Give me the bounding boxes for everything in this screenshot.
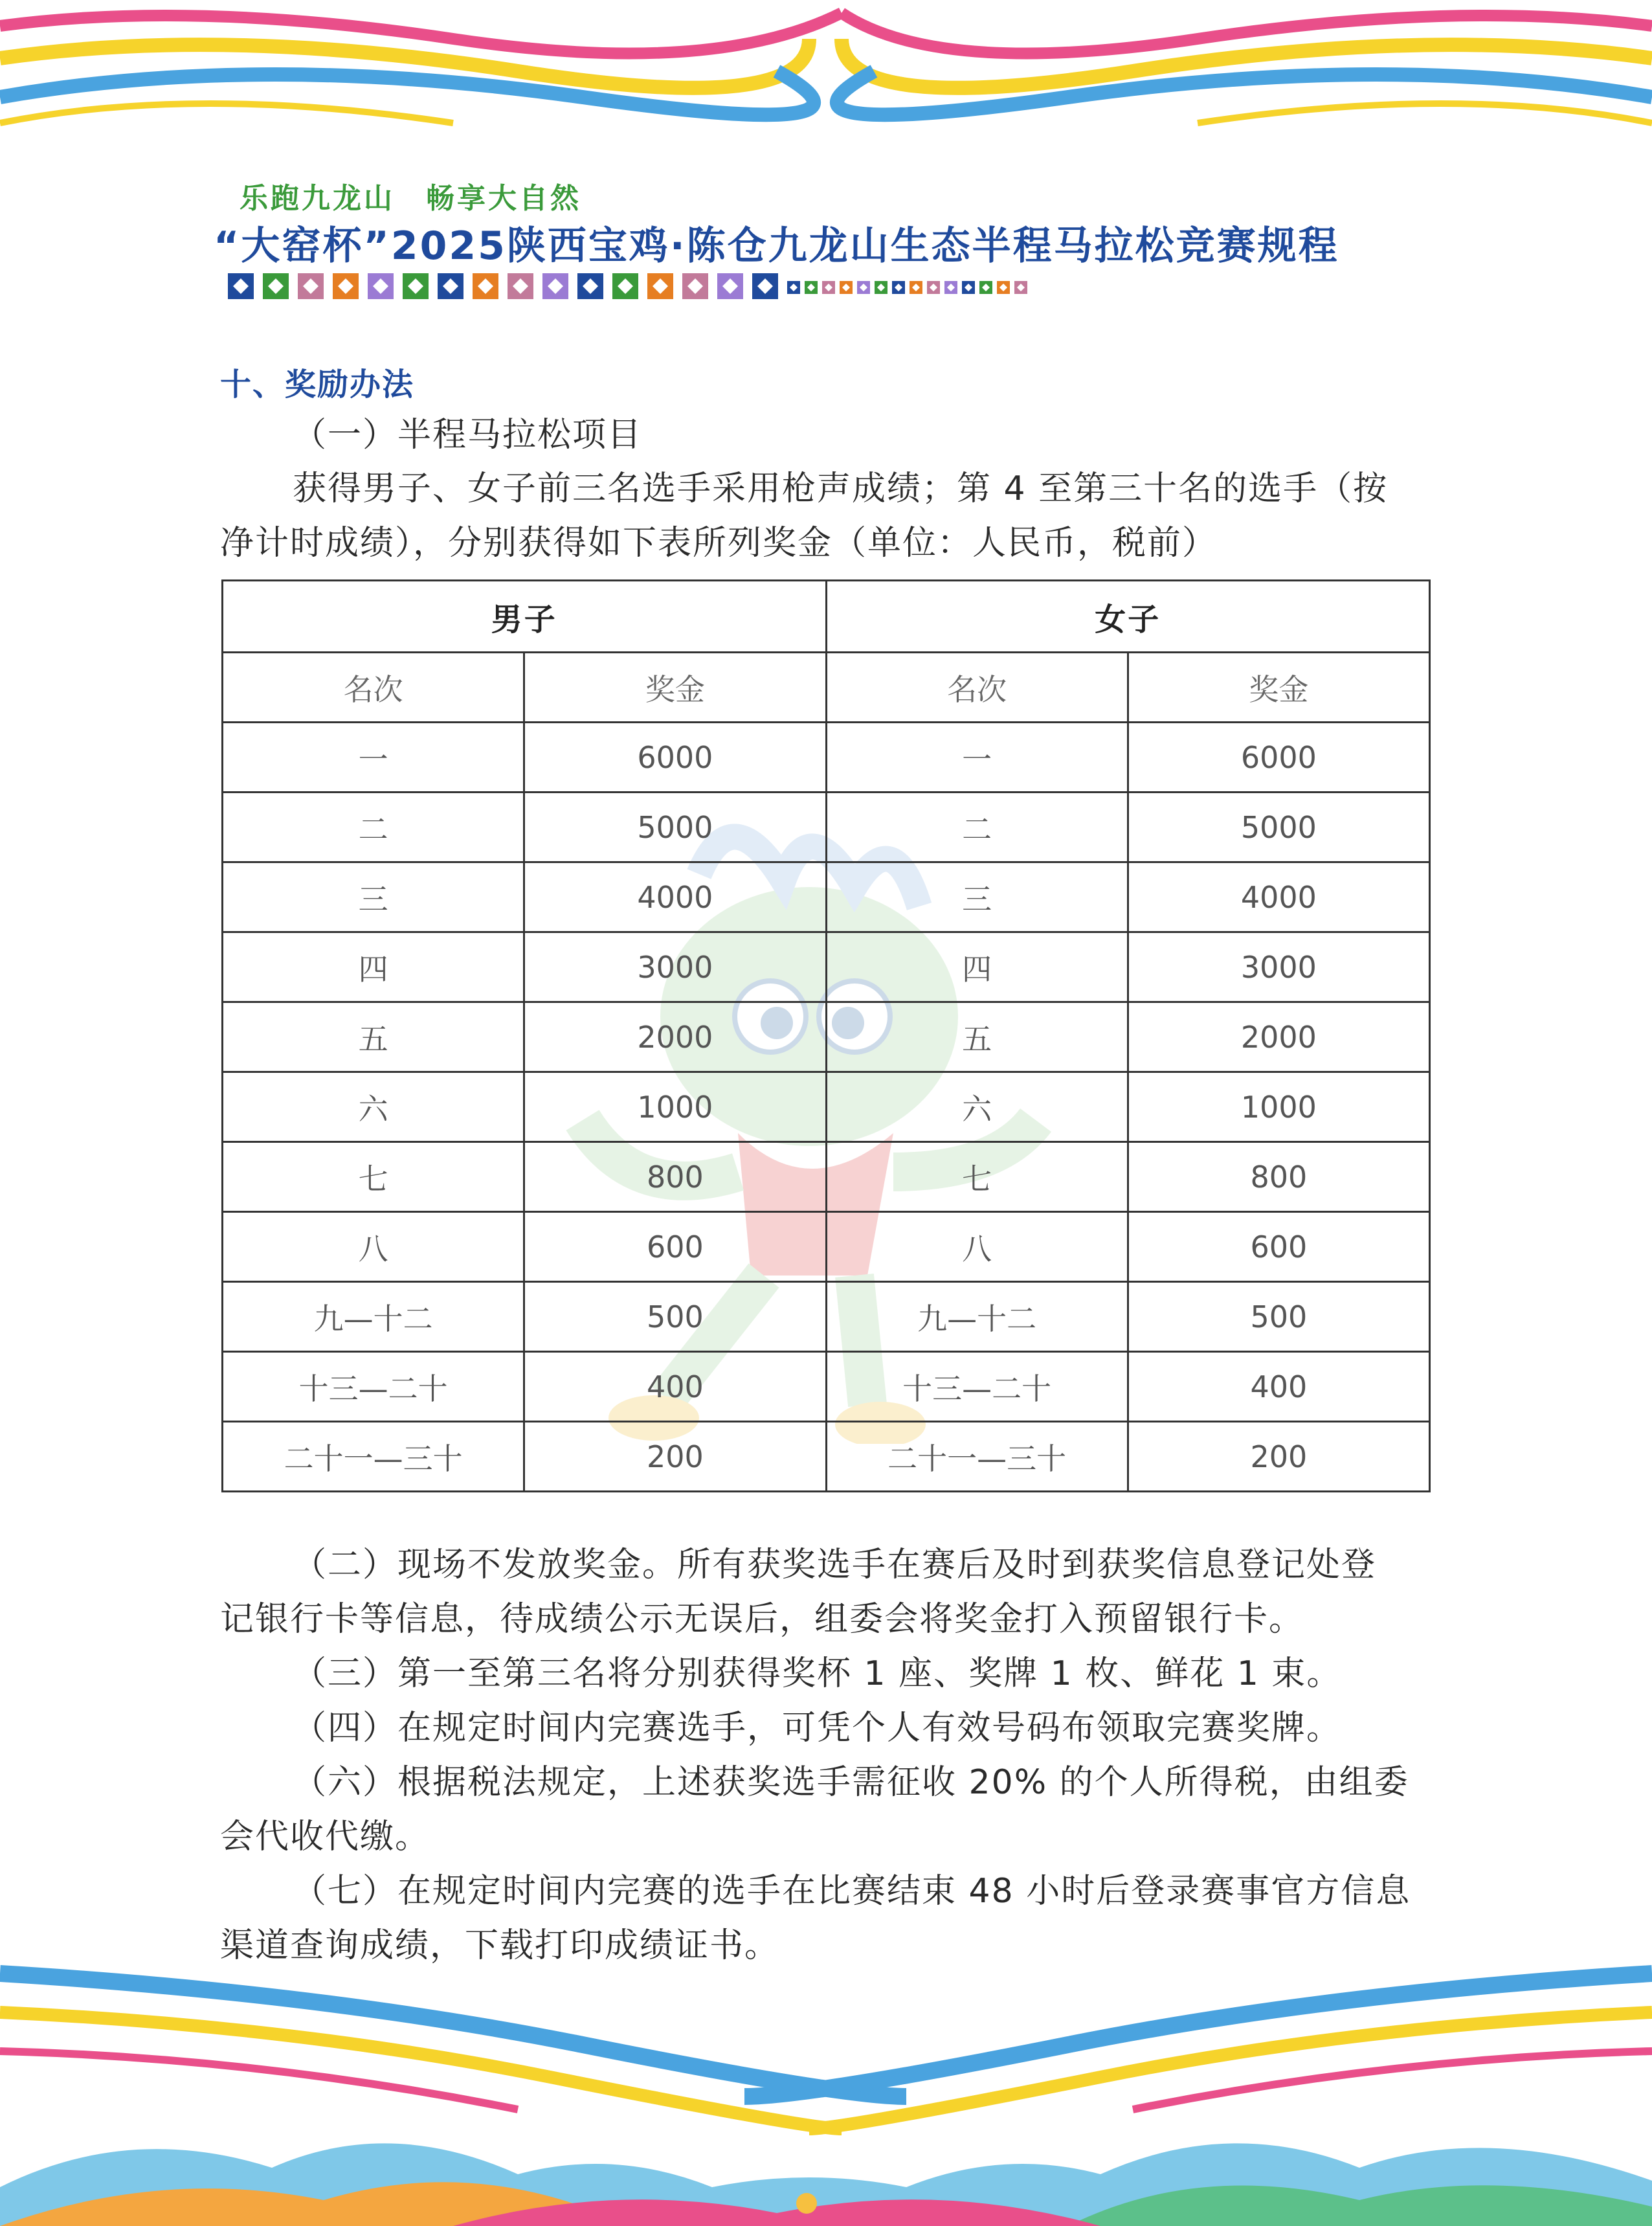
pattern-tile-small (857, 281, 870, 294)
women-prize-cell: 800 (1128, 1142, 1429, 1212)
table-group-header-row (223, 581, 1430, 653)
section-heading: 十、奖励办法 (220, 366, 415, 403)
men-rank-cell: 六 (223, 1072, 524, 1142)
slogan: 乐跑九龙山 畅享大自然 (240, 182, 581, 215)
table-row (223, 1282, 1430, 1352)
women-rank-cell: 二十一—三十 (826, 1422, 1128, 1492)
men-prize-cell: 6000 (524, 723, 826, 793)
pattern-tile (368, 273, 394, 299)
notes-block (220, 1538, 1431, 1973)
men-rank-cell: 二十一—三十 (223, 1422, 524, 1492)
note-3: （三）第一至第三名将分别获得奖杯 1 座、奖牌 1 枚、鲜花 1 束。 (293, 1654, 1342, 1693)
pattern-tile-small (1014, 281, 1027, 294)
pattern-tile-small (910, 281, 922, 294)
women-prize-header: 奖金 (1128, 653, 1429, 723)
note-7-line-2: 渠道查询成绩，下载打印成绩证书。 (220, 1926, 780, 1965)
women-rank-cell: 九—十二 (826, 1282, 1128, 1352)
table-row (223, 1212, 1430, 1282)
women-rank-cell: 五 (826, 1002, 1128, 1072)
women-rank-cell: 四 (826, 932, 1128, 1002)
women-prize-cell: 4000 (1128, 862, 1429, 932)
pattern-tile (228, 273, 254, 299)
intro-paragraph (220, 462, 1431, 570)
pattern-tile (717, 273, 743, 299)
pattern-tile-small (892, 281, 905, 294)
note-6-line-2: 会代收代缴。 (220, 1817, 430, 1856)
pattern-tile-small (840, 281, 853, 294)
men-rank-cell: 五 (223, 1002, 524, 1072)
pattern-tile (508, 273, 533, 299)
note-2-line-1: （二）现场不发放奖金。所有获奖选手在赛后及时到获奖信息登记处登 (293, 1546, 1377, 1584)
women-prize-cell: 6000 (1128, 723, 1429, 793)
bottom-ribbon-mountain-decoration (0, 1954, 1652, 2226)
men-rank-cell: 一 (223, 723, 524, 793)
men-prize-cell: 400 (524, 1352, 826, 1422)
men-prize-cell: 800 (524, 1142, 826, 1212)
men-prize-cell: 3000 (524, 932, 826, 1002)
note-4: （四）在规定时间内完赛选手，可凭个人有效号码布领取完赛奖牌。 (293, 1709, 1342, 1748)
pattern-tile-small (962, 281, 975, 294)
women-prize-cell: 400 (1128, 1352, 1429, 1422)
men-rank-cell: 三 (223, 862, 524, 932)
pattern-tile (752, 273, 778, 299)
women-rank-cell: 八 (826, 1212, 1128, 1282)
pattern-tile (682, 273, 708, 299)
pattern-tile (612, 273, 638, 299)
table-row (223, 723, 1430, 793)
women-prize-cell: 5000 (1128, 793, 1429, 862)
table-row (223, 1352, 1430, 1422)
pattern-tile-small (822, 281, 835, 294)
women-prize-cell: 500 (1128, 1282, 1429, 1352)
pattern-tile (298, 273, 324, 299)
subsection-title: （一）半程马拉松项目 (293, 416, 643, 455)
men-prize-cell: 1000 (524, 1072, 826, 1142)
women-prize-cell: 200 (1128, 1422, 1429, 1492)
intro-line-1: 获得男子、女子前三名选手采用枪声成绩；第 4 至第三十名的选手（按 (293, 469, 1389, 508)
women-rank-header: 名次 (826, 653, 1128, 723)
women-prize-cell: 600 (1128, 1212, 1429, 1282)
men-prize-cell: 4000 (524, 862, 826, 932)
men-prize-cell: 5000 (524, 793, 826, 862)
pattern-tile (647, 273, 673, 299)
pattern-tile-small (979, 281, 992, 294)
women-rank-cell: 二 (826, 793, 1128, 862)
women-rank-cell: 六 (826, 1072, 1128, 1142)
pattern-tile-small (787, 281, 800, 294)
women-prize-cell: 2000 (1128, 1002, 1429, 1072)
men-rank-header: 名次 (223, 653, 524, 723)
table-row (223, 862, 1430, 932)
note-6-line-1: （六）根据税法规定，上述获奖选手需征收 20% 的个人所得税，由组委 (293, 1763, 1409, 1802)
pattern-tile (438, 273, 463, 299)
table-row (223, 932, 1430, 1002)
women-group-header: 女子 (826, 581, 1430, 653)
prize-table (221, 579, 1431, 1492)
men-rank-cell: 八 (223, 1212, 524, 1282)
document-title: “大窑杯”2025陕西宝鸡·陈仓九龙山生态半程马拉松竞赛规程 (214, 223, 1339, 269)
pattern-tile-small (944, 281, 957, 294)
men-prize-cell: 600 (524, 1212, 826, 1282)
men-prize-cell: 500 (524, 1282, 826, 1352)
women-rank-cell: 十三—二十 (826, 1352, 1128, 1422)
intro-line-2: 净计时成绩），分别获得如下表所列奖金（单位：人民币，税前） (220, 524, 1218, 563)
men-rank-cell: 七 (223, 1142, 524, 1212)
diamond-pattern-strip (228, 267, 1199, 306)
pattern-tile-small (997, 281, 1010, 294)
pattern-tile-small (805, 281, 818, 294)
men-rank-cell: 二 (223, 793, 524, 862)
pattern-tile (542, 273, 568, 299)
women-rank-cell: 三 (826, 862, 1128, 932)
pattern-tile (263, 273, 289, 299)
men-rank-cell: 四 (223, 932, 524, 1002)
top-ribbon-decoration (0, 0, 1652, 149)
pattern-tile (473, 273, 498, 299)
women-rank-cell: 一 (826, 723, 1128, 793)
pattern-tile-small (927, 281, 940, 294)
table-row (223, 1072, 1430, 1142)
pattern-tile-small (875, 281, 887, 294)
note-2-line-2: 记银行卡等信息，待成绩公示无误后，组委会将奖金打入预留银行卡。 (220, 1600, 1304, 1639)
women-prize-cell: 3000 (1128, 932, 1429, 1002)
women-rank-cell: 七 (826, 1142, 1128, 1212)
men-group-header: 男子 (223, 581, 827, 653)
women-prize-cell: 1000 (1128, 1072, 1429, 1142)
pattern-tile (333, 273, 359, 299)
pattern-tile (403, 273, 429, 299)
table-row (223, 1002, 1430, 1072)
men-prize-header: 奖金 (524, 653, 826, 723)
men-prize-cell: 200 (524, 1422, 826, 1492)
table-row (223, 1422, 1430, 1492)
men-rank-cell: 十三—二十 (223, 1352, 524, 1422)
table-row (223, 793, 1430, 862)
men-prize-cell: 2000 (524, 1002, 826, 1072)
men-rank-cell: 九—十二 (223, 1282, 524, 1352)
table-column-header-row (223, 653, 1430, 723)
pattern-tile (577, 273, 603, 299)
note-7-line-1: （七）在规定时间内完赛的选手在比赛结束 48 小时后登录赛事官方信息 (293, 1872, 1411, 1911)
table-row (223, 1142, 1430, 1212)
